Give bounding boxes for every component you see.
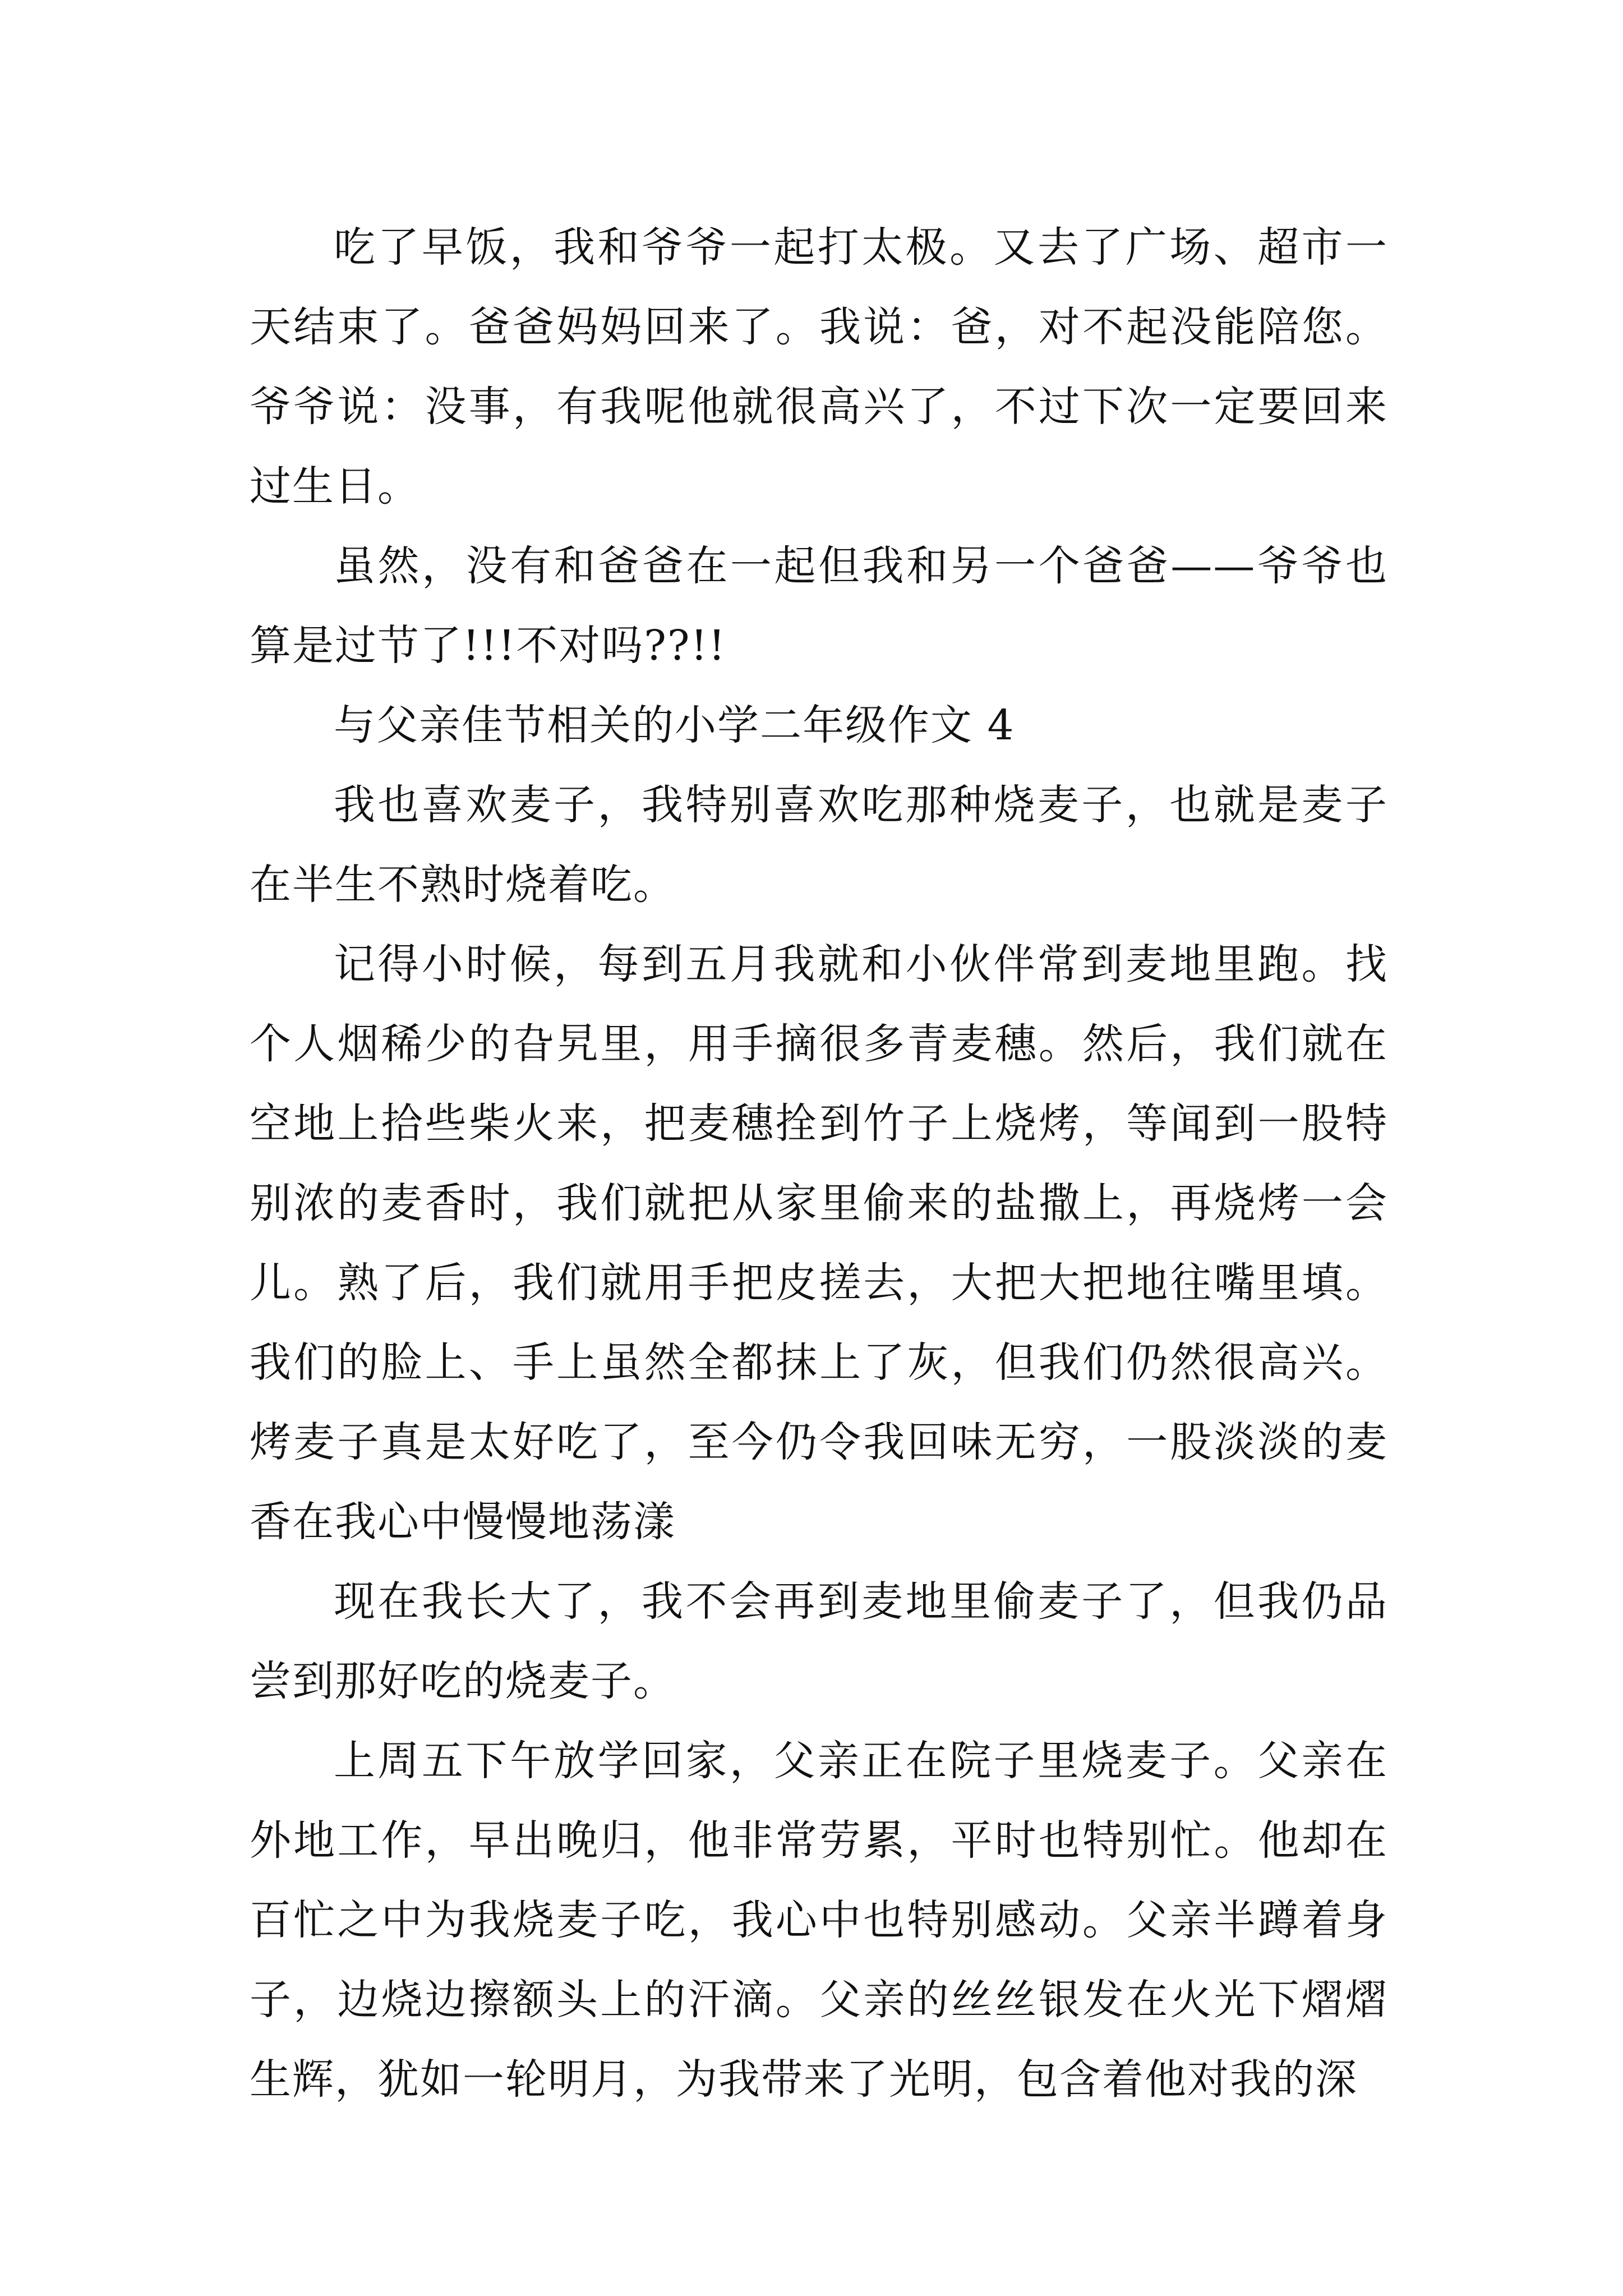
paragraph: 我也喜欢麦子，我特别喜欢吃那种烧麦子，也就是麦子在半生不熟时烧着吃。 <box>250 781 1388 909</box>
document-body <box>250 208 1388 2119</box>
paragraph: 吃了早饭，我和爷爷一起打太极。又去了广场、超市一天结束了。爸爸妈妈回来了。我说：爸，对不起没能陪您。爷爷说：没事，有我呢他就很高兴了，不过下次一定要回来过生日。 <box>250 223 1388 510</box>
section-heading: 与父亲佳节相关的小学二年级作文 4 <box>334 701 1015 749</box>
paragraph: 上周五下午放学回家，父亲正在院子里烧麦子。父亲在外地工作，早出晚归，他非常劳累，平时也特别忙。他却在百忙之中为我烧麦子吃，我心中也特别感动。父亲半蹲着身子，边烧边擦额头上的汗滴。父亲的丝丝银发在火光下熠熠生辉，犹如一轮明月，为我带来了光明，包含着他对我的深 <box>250 1737 1388 2104</box>
paragraph: 虽然，没有和爸爸在一起但我和另一个爸爸——爷爷也算是过节了!!!不对吗??!! <box>250 542 1388 670</box>
paragraph: 现在我长大了，我不会再到麦地里偷麦子了，但我仍品尝到那好吃的烧麦子。 <box>250 1577 1388 1705</box>
paragraph: 记得小时候，每到五月我就和小伙伴常到麦地里跑。找个人烟稀少的旮旯里，用手摘很多青麦穗。然后，我们就在空地上拾些柴火来，把麦穗拴到竹子上烧烤，等闻到一股特别浓的麦香时，我们就把从家里偷来的盐撒上，再烧烤一会儿。熟了后，我们就用手把皮搓去，大把大把地往嘴里填。我们的脸上、手上虽然全都抹上了灰，但我们仍然很高兴。烤麦子真是太好吃了，至今仍令我回味无穷，一股淡淡的麦香在我心中慢慢地荡漾 <box>250 940 1388 1546</box>
